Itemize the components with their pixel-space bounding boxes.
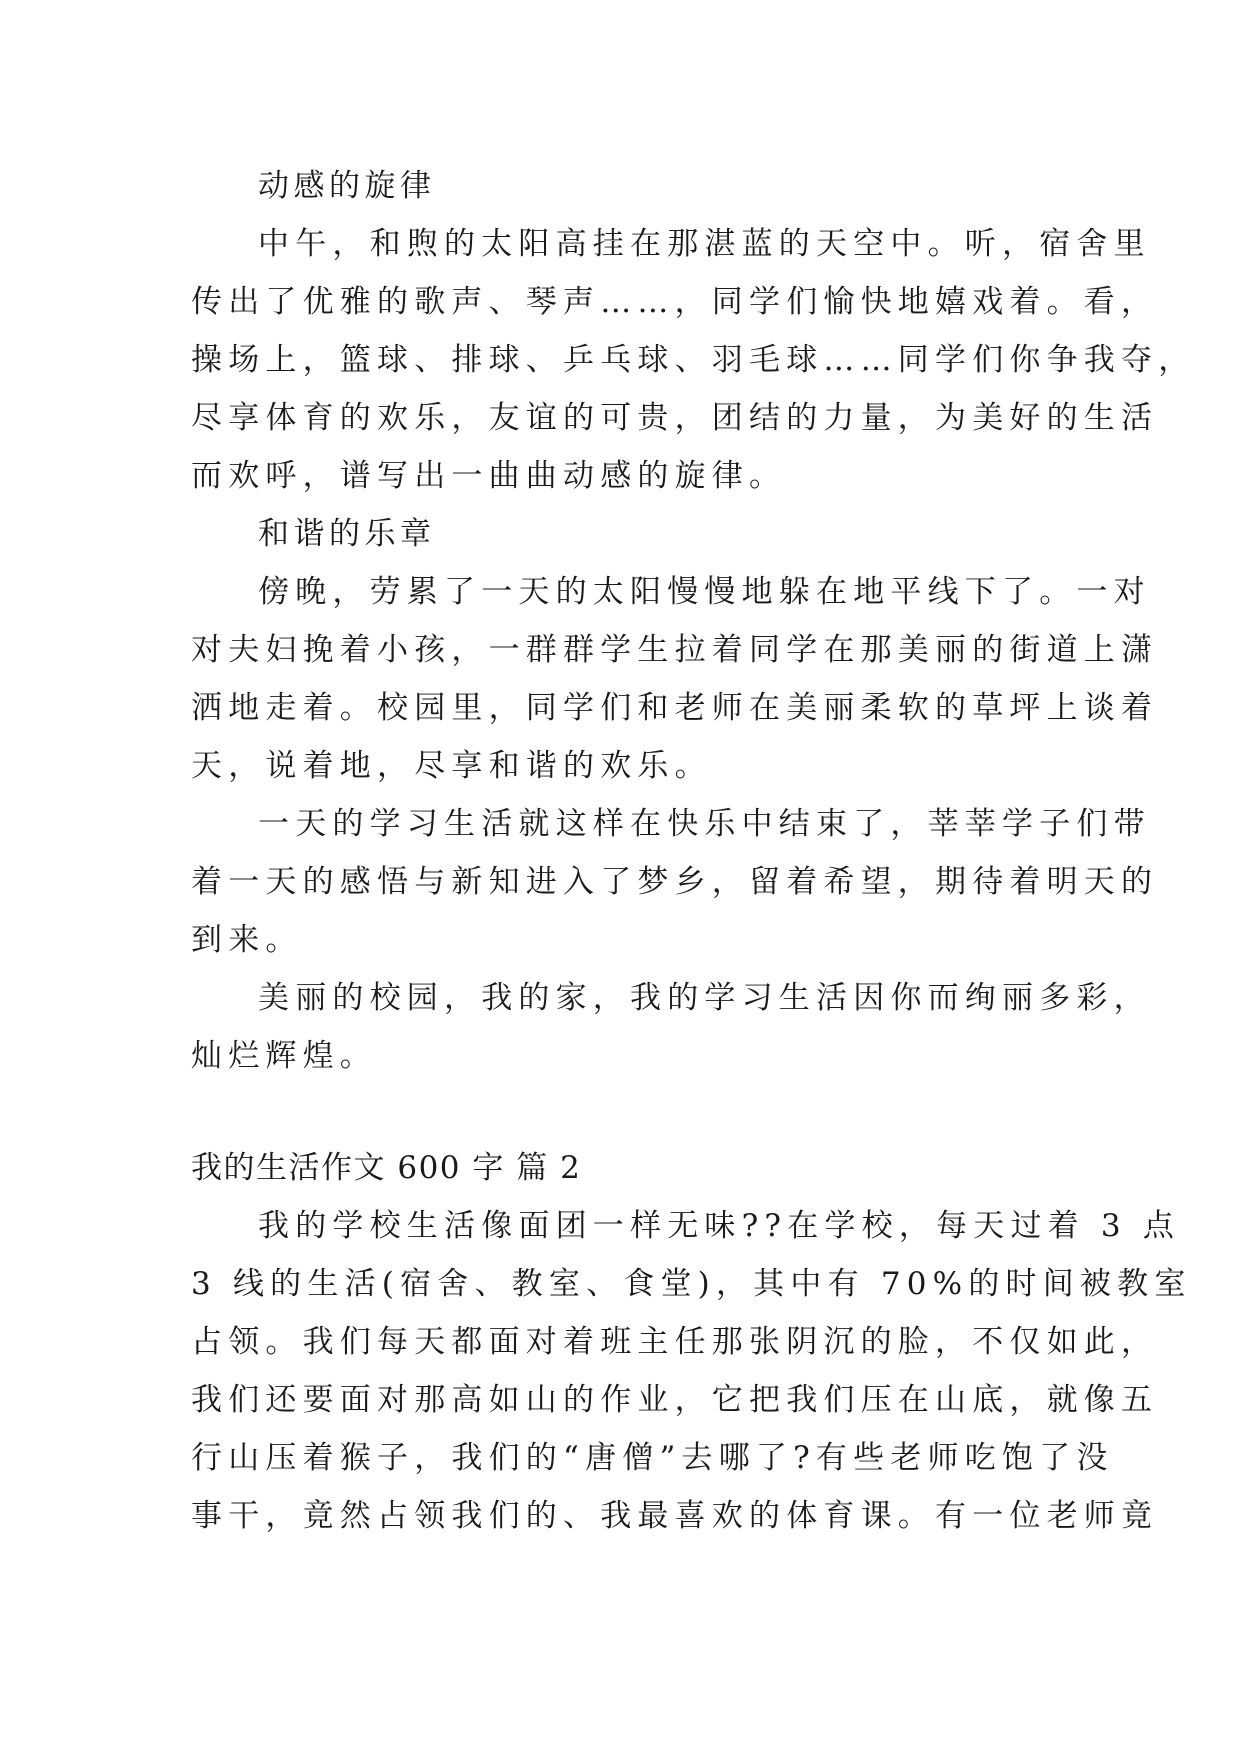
paragraph-line: 着一天的感悟与新知进入了梦乡，留着希望，期待着明天的 [191, 864, 1159, 900]
paragraph-line: 对夫妇挽着小孩，一群群学生拉着同学在那美丽的街道上潇 [191, 632, 1159, 668]
section-heading: 和谐的乐章 [258, 516, 436, 552]
paragraph-line: 事干，竟然占领我们的、我最喜欢的体育课。有一位老师竟 [191, 1498, 1159, 1534]
paragraph-line: 傍晚，劳累了一天的太阳慢慢地躲在地平线下了。一对 [258, 574, 1151, 610]
paragraph-line: 中午，和煦的太阳高挂在那湛蓝的天空中。听，宿舍里 [258, 226, 1151, 262]
paragraph-line: 而欢呼，谱写出一曲曲动感的旋律。 [191, 458, 787, 494]
paragraph-line: 我的学校生活像面团一样无味??在学校，每天过着 3 点 [258, 1208, 1181, 1244]
paragraph-line: 行山压着猴子，我们的“唐僧”去哪了?有些老师吃饱了没 [191, 1440, 1114, 1476]
paragraph-line: 尽享体育的欢乐，友谊的可贵，团结的力量，为美好的生活 [191, 400, 1159, 436]
paragraph-line: 传出了优雅的歌声、琴声……，同学们愉快地嬉戏着。看， [191, 284, 1159, 320]
paragraph-line: 操场上，篮球、排球、乒乓球、羽毛球……同学们你争我夺， [191, 342, 1196, 378]
paragraph-line: 3 线的生活(宿舍、教室、食堂)，其中有 70%的时间被教室 [191, 1266, 1192, 1302]
paragraph-line: 一天的学习生活就这样在快乐中结束了，莘莘学子们带 [258, 806, 1151, 842]
paragraph-line: 灿烂辉煌。 [191, 1038, 377, 1074]
paragraph-line: 洒地走着。校园里，同学们和老师在美丽柔软的草坪上谈着 [191, 690, 1159, 726]
article-title: 我的生活作文 600 字 篇 2 [191, 1150, 582, 1186]
paragraph-line: 美丽的校园，我的家，我的学习生活因你而绚丽多彩， [258, 980, 1151, 1016]
paragraph-line: 天，说着地，尽享和谐的欢乐。 [191, 748, 712, 784]
section-heading: 动感的旋律 [258, 168, 436, 204]
paragraph-line: 到来。 [191, 922, 303, 958]
paragraph-line: 我们还要面对那高如山的作业，它把我们压在山底，就像五 [191, 1382, 1159, 1418]
paragraph-line: 占领。我们每天都面对着班主任那张阴沉的脸，不仅如此， [191, 1324, 1159, 1360]
